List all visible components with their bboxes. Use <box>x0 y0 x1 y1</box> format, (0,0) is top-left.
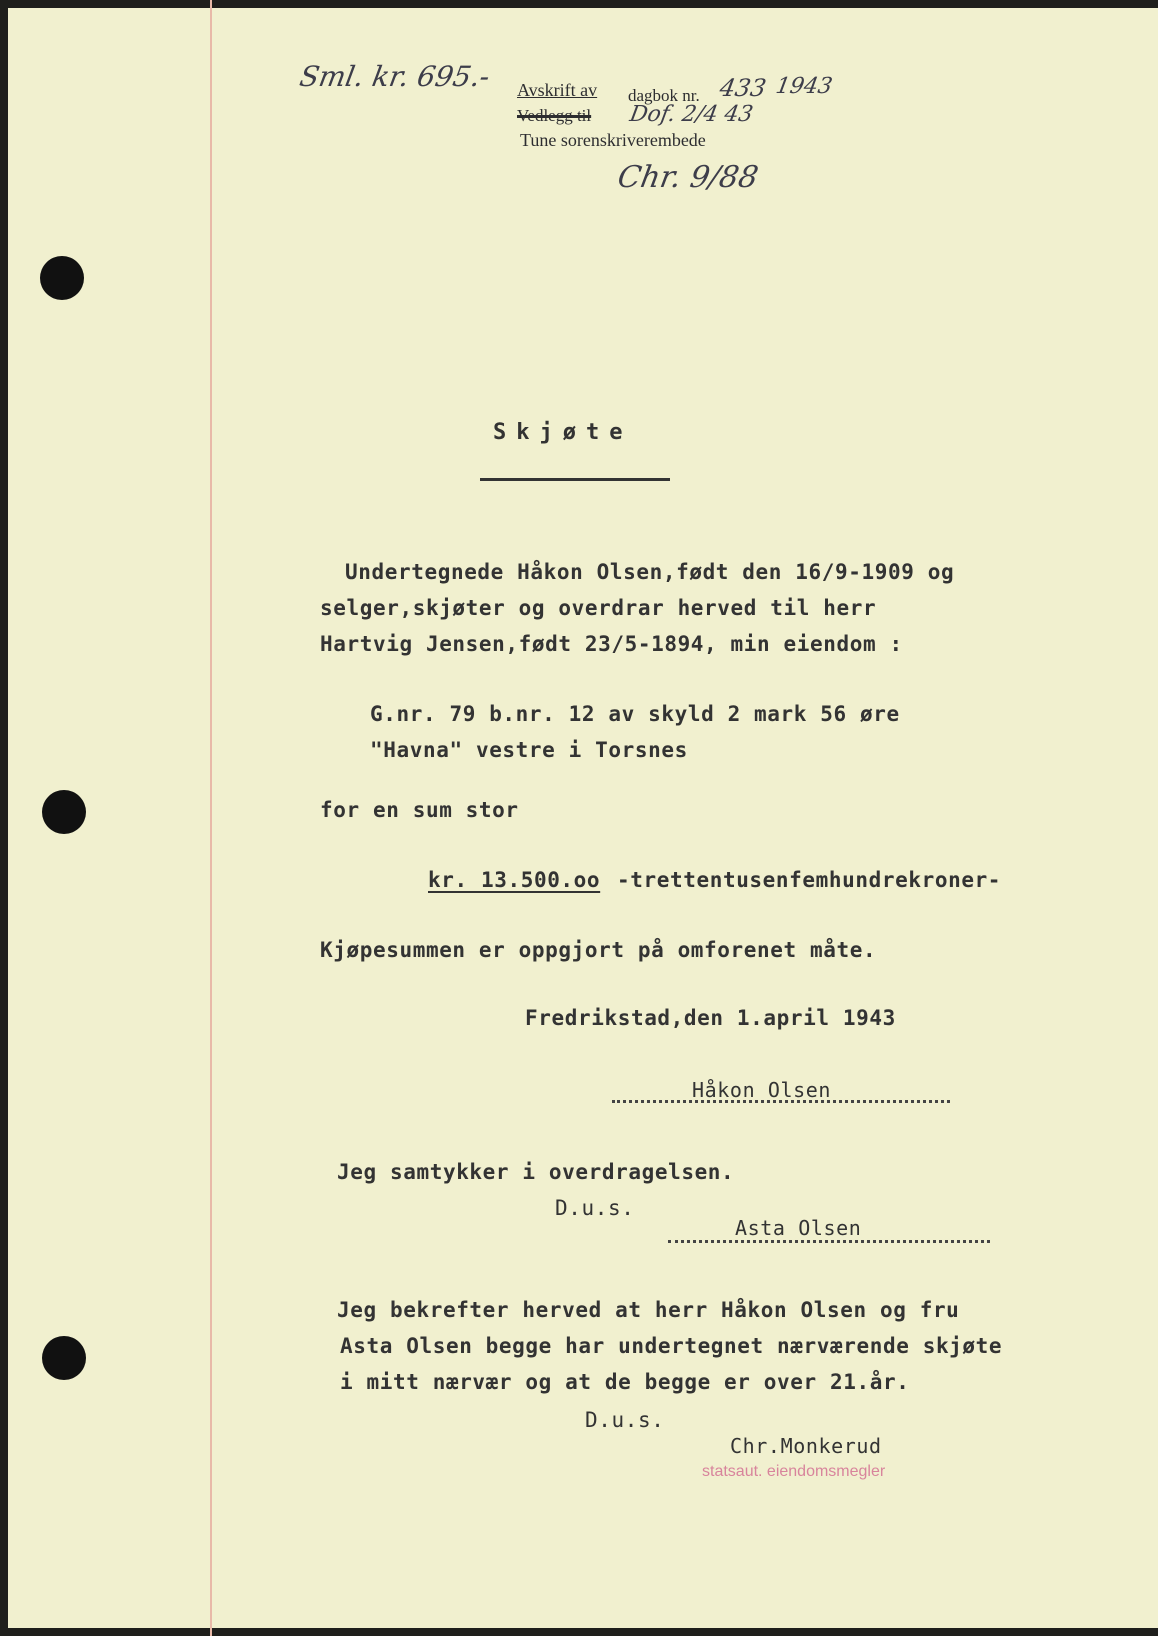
margin-line <box>210 0 212 1636</box>
handwritten-date-note: Dof. 2/4 43 <box>627 102 755 127</box>
sum-amount-words: -trettentusenfemhundrekroner- <box>617 868 1002 892</box>
seller-signature-line <box>612 1100 950 1103</box>
place-and-date: Fredrikstad,den 1.april 1943 <box>525 1006 896 1030</box>
punch-hole-top <box>40 256 84 300</box>
confirmation-line3: i mitt nærvær og at de begge er over 21.år. <box>340 1370 910 1394</box>
document-title: Skjøte <box>493 420 633 445</box>
witness-name: Chr.Monkerud <box>730 1434 882 1458</box>
paragraph1-line2: selger,skjøter og overdrar herved til herr <box>320 596 877 620</box>
payment-statement: Kjøpesummen er oppgjort på omforenet måte. <box>320 938 877 962</box>
stamp-avskrift-label: Avskrift av <box>517 80 598 100</box>
consent-signature-line <box>668 1240 990 1243</box>
confirmation-dus: D.u.s. <box>585 1408 665 1432</box>
property-line1: G.nr. 79 b.nr. 12 av skyld 2 mark 56 øre <box>370 702 900 726</box>
seller-signature-name: Håkon Olsen <box>692 1078 832 1102</box>
punch-hole-bottom <box>42 1336 86 1380</box>
punch-hole-middle <box>42 790 86 834</box>
property-line2: "Havna" vestre i Torsnes <box>370 738 688 762</box>
paragraph1-line3: Hartvig Jensen,født 23/5-1894, min eiendom : <box>320 632 903 656</box>
stamp-year: 1943 <box>773 74 835 99</box>
title-underline <box>480 478 670 481</box>
handwritten-reference: Sml. kr. 695.- <box>297 60 493 93</box>
sum-intro: for en sum stor <box>320 798 519 822</box>
confirmation-line2: Asta Olsen begge har undertegnet nærværende skjøte <box>340 1334 1003 1358</box>
consent-dus: D.u.s. <box>555 1196 635 1220</box>
stamp-dagbok-label: dagbok nr. <box>628 86 700 105</box>
handwritten-initials-note: Chr. 9/88 <box>614 160 761 195</box>
confirmation-line1: Jeg bekrefter herved at herr Håkon Olsen og fru <box>337 1298 960 1322</box>
paragraph1-line1: Undertegnede Håkon Olsen,født den 16/9-1909 og <box>345 560 955 584</box>
sum-amount: kr. 13.500.oo <box>428 868 601 892</box>
consent-statement: Jeg samtykker i overdragelsen. <box>337 1160 735 1184</box>
stamp-vedlegg-struck: Vedlegg til <box>517 106 592 125</box>
stamp-court-office: Tune sorenskriverembede <box>520 130 706 150</box>
witness-title-stamp: statsaut. eiendomsmegler <box>702 1463 886 1480</box>
handwritten-dagbok-number: 433 <box>717 74 769 102</box>
consent-signature-name: Asta Olsen <box>735 1216 862 1240</box>
